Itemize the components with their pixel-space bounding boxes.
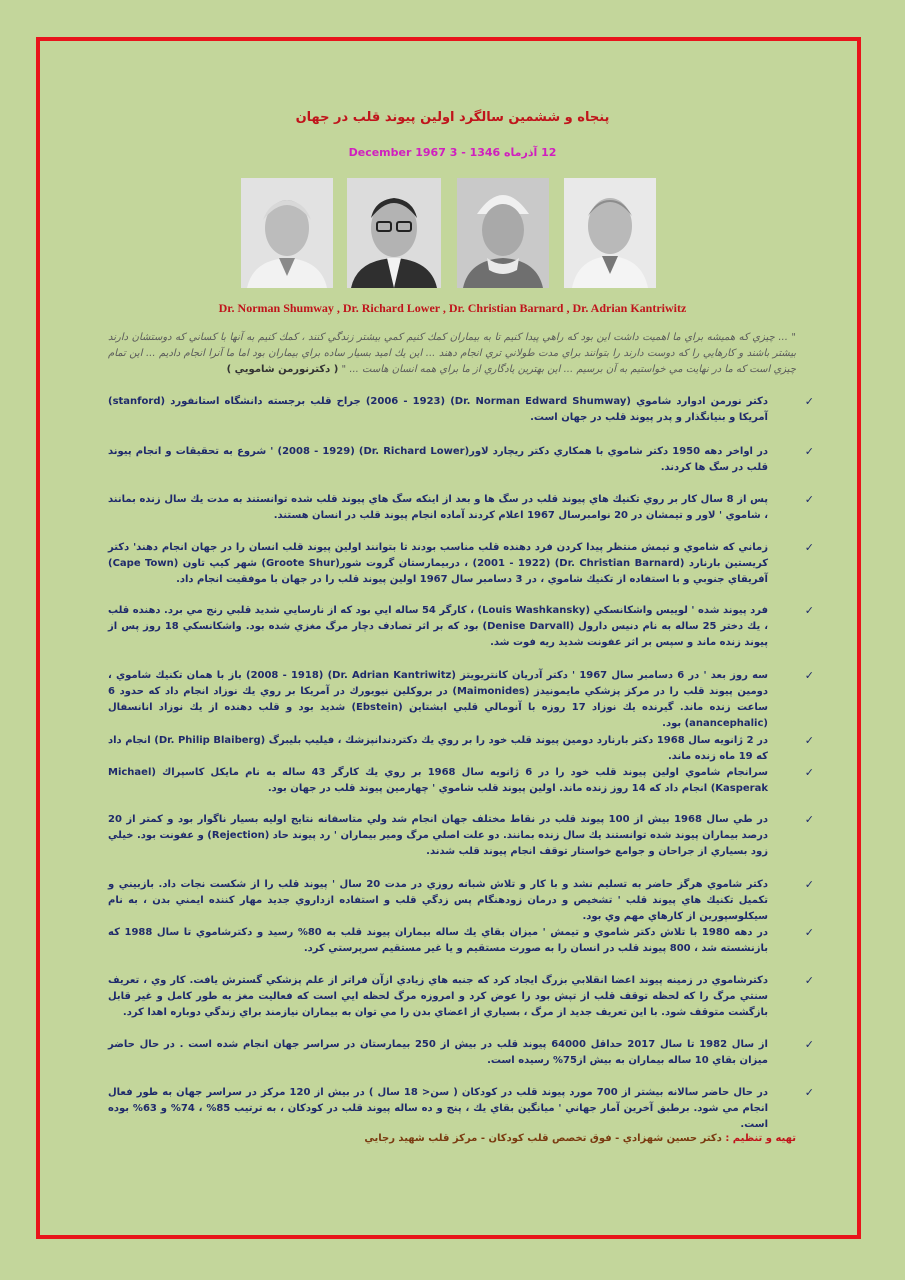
list-item: ✓ زماني كه شاموي و تيمش منتظر پيدا كردن فرد دهنده قلب مناسب بودند تا بتوانند اولين پيوند قلب انسان را در جهان انجام دهند' دكتر كريستين بارنارد (Dr. Christian Barnard) (2001 - 1922) ، دربيمارستان گروت شور(Groote Shur) شهر كيپ تاون (Cape Town) آفريقاي جنوبي و با استفاده از تكنيك شاموي ، در 3 دسامبر سال 1967 اولين پيوند قلب را در جهان با موفقيت انجام داد. bbox=[108, 541, 814, 585]
credit-author: دكتر حسين شهزادي - فوق تخصص قلب كودكان - مركز قلب شهيد رجايي bbox=[364, 1133, 726, 1144]
list-item: ✓ در طي سال 1968 بيش از 100 پيوند قلب در نقاط مختلف جهان انجام شد ولي متاسفانه نتايج اوليه بسيار ناگوار بود و كمتر از 20 درصد بيماران پيوند شده توانستند يك سال زنده بمانند. دو علت اصلي مرگ ومير بيماران ' رد پيوند حاد (Rejection) و عفونت بود. خيلي زود بسياري از جراحان و جوامع خواستار توقف انجام پيوند قلب شدند. bbox=[108, 813, 814, 857]
date-line: 12 آذرماه 1346 - 3 December 1967 bbox=[348, 146, 557, 159]
portrait-lower bbox=[347, 178, 441, 288]
list-item: ✓ پس از 8 سال كار بر روي تكنيك هاي پيوند قلب در سگ ها و بعد از اينكه سگ هاي پيوند قلب شده توانستند به مدت يك سال زنده بمانند ، شاموي ' لاور و تيمشان در 20 نوامبرسال 1967 اعلام كردند آماده انجام پيوند قلب در انسان هستند. bbox=[108, 493, 814, 521]
checkmark-icon: ✓ bbox=[804, 1086, 814, 1099]
portrait-kantriwitz bbox=[241, 178, 333, 288]
list-item: ✓ فرد پيوند شده ' لوييس واشكانسكي (Louis Washkansky) ، كارگر 54 ساله ايي بود كه از نارسايي شديد قلبي رنج مي برد. دهنده قلب ، يك دختر 25 ساله به نام دنيس دارول (Denise Darvall) بود كه بر اثر تصادف دچار مرگ مغزي شده بود. واشكانسكي 18 روز پس از پيوند زنده ماند و سپس بر اثر عفونت شديد ريه فوت شد. bbox=[108, 604, 814, 648]
checkmark-icon: ✓ bbox=[804, 1038, 814, 1051]
list-item: ✓ در 2 ژانويه سال 1968 دكتر بارنارد دومين پيوند قلب خود را بر روي يك دكتردندانپزشك ، فيليپ بليبرگ (Dr. Philip Blaiberg) انجام داد كه 19 ماه زنده ماند. bbox=[108, 734, 814, 762]
checkmark-icon: ✓ bbox=[804, 669, 814, 682]
checkmark-icon: ✓ bbox=[804, 493, 814, 506]
quote-text: " ... چيزي كه هميشه براي ما اهميت داشت اين بود كه راهي پيدا كنيم تا به بيماران كمك كنيم كمي بيشتر زندگي كنند ، كمك كنيم به آنها با كساني كه دوستشان دارند بيشتر باشند و كارهايي را كه دوست دارند را بتوانند براي مدت طولاني تري انجام دهند ... اين يك اميد بسيار ساده براي بيماران بود اما ما آنرا انجام داديم ... اين تمام چيزي است كه ما در نهايت مي خواستيم به آن برسيم ... اين بهترين يادگاري از ما براي همه انسان هاست ... " bbox=[108, 332, 796, 375]
credit-line bbox=[108, 1133, 796, 1144]
quote-block bbox=[108, 330, 796, 378]
checkmark-icon: ✓ bbox=[804, 766, 814, 779]
portrait-barnard bbox=[457, 178, 549, 288]
list-item: ✓ دكتر نورمن ادوارد شاموي (Dr. Norman Edward Shumway) (2006 - 1923) جراح قلب برجسته دانشگاه استانفورد (stanford) آمريكا و بنيانگذار و پدر پيوند قلب در جهان است. bbox=[108, 395, 814, 423]
names-caption: Dr. Norman Shumway , Dr. Richard Lower , Dr. Christian Barnard , Dr. Adrian Kantriwitz bbox=[218, 301, 687, 315]
checkmark-icon: ✓ bbox=[804, 974, 814, 987]
credit-label: تهيه و تنظيم : bbox=[725, 1133, 796, 1144]
page-title: پنجاه و ششمين سالگرد اولين پيوند قلب در جهان bbox=[295, 110, 610, 125]
list-item: ✓ در حال حاضر سالانه بيشتر از 700 مورد پيوند قلب در كودكان ( سن< 18 سال ) در بيش از 120 مركز در سراسر جهان به طور فعال انجام مي شود. برطبق آخرين آمار جهاني ' ميانگين بقاي يك ، پنج و ده ساله پيوند قلب در كودكان ، به ترتيب 85% ، 74% و 63% بوده است. bbox=[108, 1086, 814, 1130]
checkmark-icon: ✓ bbox=[804, 878, 814, 891]
list-item: ✓ سه روز بعد ' در 6 دسامبر سال 1967 ' دكتر آدريان كانتريويتز (Dr. Adrian Kantriwitz) (2008 - 1918) باز با همان تكنيك شاموي ، دومين پيوند قلب را در مركز پزشكي مايمونيدز (Maimonides) در بروكلين نيويورك در آمريكا بر روي يك نوزاد انجام داد كه حدود 6 ساعت زنده ماند. گيرنده يك نوزاد 17 روزه با آنومالي قلبي ابشتاين (Ebstein) شديد بود و قلب دهنده از يك نوزاد انانسفال (anancephalic) بود. bbox=[108, 669, 814, 729]
checkmark-icon: ✓ bbox=[804, 813, 814, 826]
list-item: ✓ دكتر شاموي هرگز حاضر به تسليم نشد و با كار و تلاش شبانه روزي در مدت 20 سال ' پيوند قلب را از شكست نجات داد. بازبيني و تكميل تكنيك هاي پيوند قلب ' تشخيص و درمان زودهنگام پس زدگي قلب و استفاده ازداروي جديد مهار كننده ايمني بدن ، به نام سيكلوسپورين از كارهاي مهم وي بود. bbox=[108, 878, 814, 922]
portrait-shumway bbox=[564, 178, 656, 288]
list-item: ✓ در دهه 1980 با تلاش دكتر شاموي و تيمش ' ميزان بقاي يك ساله بيماران پيوند قلب به 80% رسيد و دكترشاموي تا سال 1988 كه بازنشسته شد ، 800 پيوند قلب در انسان را به صورت مستقيم و يا غير مستقيم سرپرستي كرد. bbox=[108, 926, 814, 954]
list-item: ✓ در اواخر دهه 1950 دكتر شاموي با همكاري دكتر ريچارد لاور(Dr. Richard Lower) (2008 - 1929) ' شروع به تحقيقات و انجام پيوند قلب در سگ ها كردند. bbox=[108, 445, 814, 473]
list-item: ✓ دكترشاموي در زمينه پيوند اعضا انقلابي بزرگ ايجاد كرد كه جنبه هاي زيادي ازآن فراتر از علم پزشكي گسترش يافت. كار وي ، تعريف سنتي مرگ را كه لحظه توقف قلب از تپش بود را عوض كرد و امروزه مرگ لحظه ايي است كه فعاليت مغز به طور كامل و غير قابل بازگشت متوقف شود. با اين تعريف جديد از مرگ ، بسياري از اعضاي بدن را مي توان به بيماران نيازمند براي زندگي دوباره اهدا كرد. bbox=[108, 974, 814, 1018]
list-item: ✓ از سال 1982 تا سال 2017 حداقل 64000 پيوند قلب در بيش از 250 بيمارستان در سراسر جهان انجام شده است . در حال حاضر ميزان بقاي 10 ساله بيماران به بيش از75% رسيده است. bbox=[108, 1038, 814, 1066]
checkmark-icon: ✓ bbox=[804, 734, 814, 747]
checkmark-icon: ✓ bbox=[804, 604, 814, 617]
quote-author: ( دكترنورمن شامويي ) bbox=[226, 364, 339, 375]
list-item: ✓ سرانجام شاموي اولين پيوند قلب خود را در 6 ژانويه سال 1968 بر روي يك كارگر 43 ساله به نام مايكل كاسپراك (Michael Kasperak) انجام داد كه 14 روز زنده ماند. اولين پيوند قلب شاموي ' چهارمين پيوند قلب در جهان بود. bbox=[108, 766, 814, 794]
checkmark-icon: ✓ bbox=[804, 395, 814, 408]
checkmark-icon: ✓ bbox=[804, 445, 814, 458]
checkmark-icon: ✓ bbox=[804, 926, 814, 939]
checkmark-icon: ✓ bbox=[804, 541, 814, 554]
